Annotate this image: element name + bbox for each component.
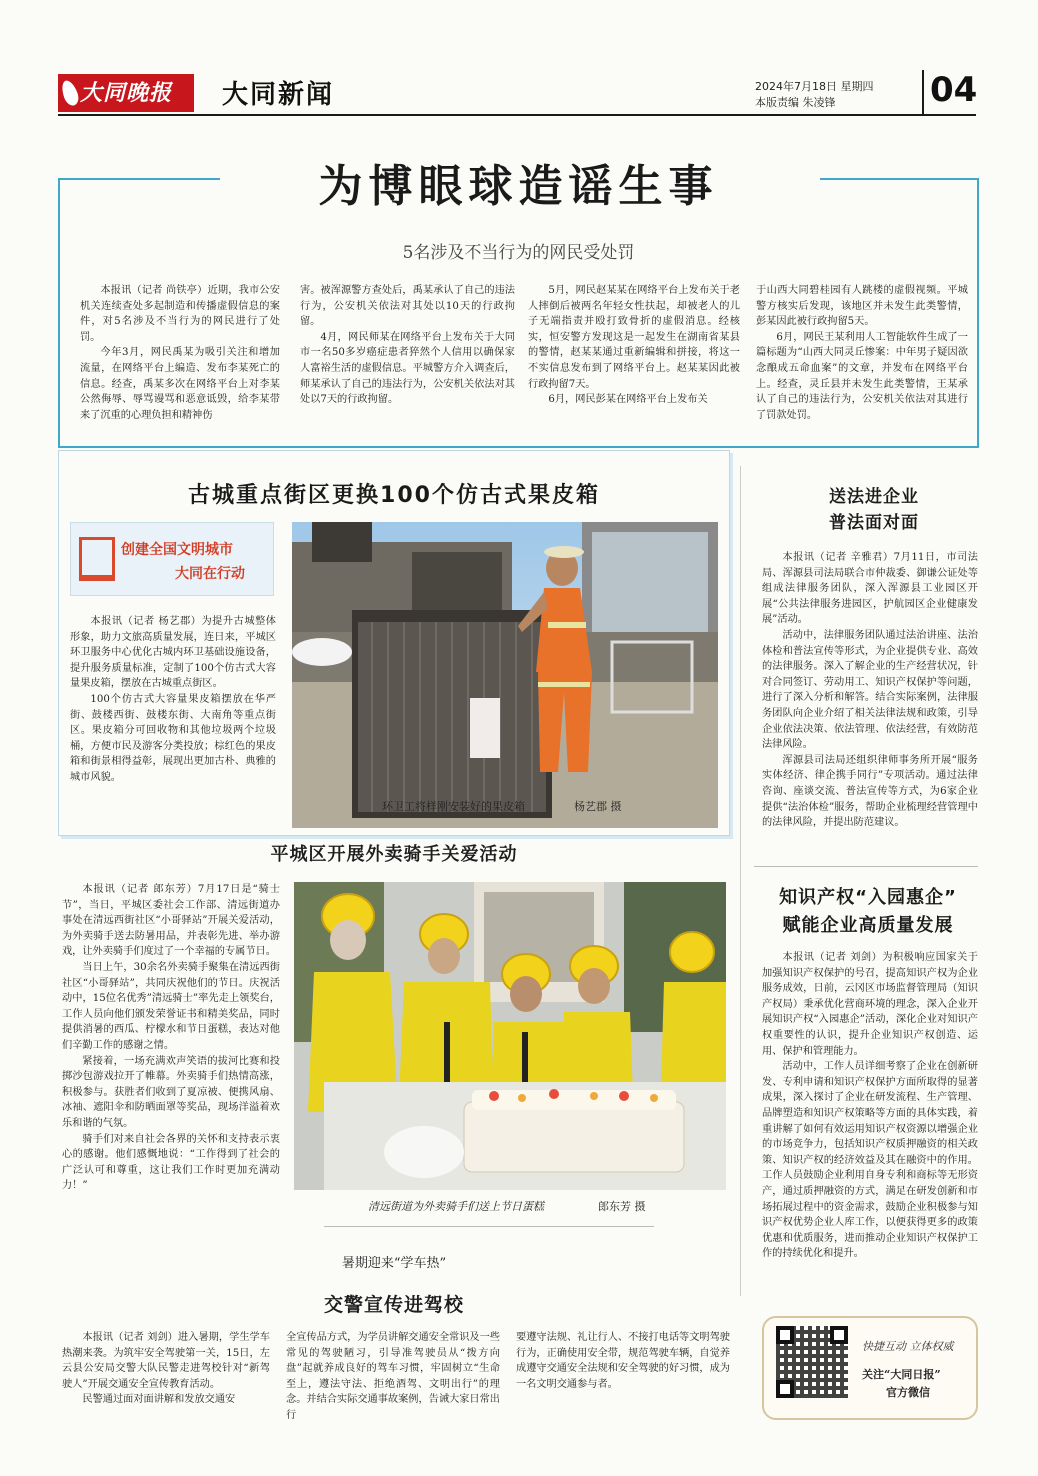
newspaper-logo <box>58 74 194 112</box>
driving-school-column-2 <box>286 1330 500 1452</box>
badge-line-2: 大同在行动 <box>175 566 245 582</box>
paragraph: 100个仿古式大容量果皮箱摆放在华严街、鼓楼西街、鼓楼东街、大南角等重点街区。果皮箱分可回收物和其他垃圾两个垃圾桶，方便市民及游客分类投放；棕红色的果皮箱和街景相得益彰，展现出更加古朴、典雅的城市风貌。 <box>70 693 276 783</box>
driving-school-kicker: 暑期迎来“学车热” <box>341 1256 447 1271</box>
paragraph: 6月，网民王某利用人工智能软件生成了一篇标题为“山西大同灵丘惨案：中年男子疑因欲念酿成五命血案”的文章，并发布在网络平台上。经查，灵丘县并未发生此类警情，王某承认了自己的违法行为，公安机关依法对其进行了罚款处罚。 <box>756 331 968 421</box>
paragraph: 6月，网民彭某在网络平台上发布关 <box>548 394 708 406</box>
rider-photo-credit: 郎东芳 摄 <box>598 1200 646 1213</box>
page-number: 04 <box>930 70 978 110</box>
paragraph: 活动中，法律服务团队通过法治讲座、法治体检和普法宣传等形式，为企业提供专业、高效的法律服务。深入了解企业的生产经营状况，针对合同签订、劳动用工、知识产权保护等问题，进行了深入分析和解答。结合实际案例，法律服务团队向企业介绍了相关法律法规和政策，引导企业依法决策、依法管理、依法经营，有效防范法律风险。 <box>762 629 978 751</box>
civilized-city-badge <box>70 522 274 596</box>
logo-text: 大同晚报 <box>80 80 173 106</box>
issue-date: 2024年7月18日 星期四 <box>755 80 874 93</box>
paragraph: 骑手们对来自社会各界的关怀和支持表示衷心的感谢。他们感慨地说：“工作得到了社会的广泛认可和尊重，这让我们工作时更加充满动力！” <box>62 1133 280 1192</box>
section-separator <box>754 866 978 867</box>
header-divider <box>922 70 924 114</box>
street-scene-illustration <box>292 522 718 828</box>
paragraph: 4月，网民师某在网络平台上发布关于大同市一名50多岁癌症患者猝然个人信用以确保家人富裕生活的虚假信息。平城警方介入调查后，师某承认了自己的违法行为，公安机关依法对其处以7天的行政拘留。 <box>300 331 515 406</box>
lead-subheadline: 5名涉及不当行为的网民受处罚 <box>402 243 635 263</box>
paragraph: 紧接着，一场充满欢声笑语的拔河比赛和投掷沙包游戏拉开了帷幕。外卖骑手们热情高涨，积极参与。获胜者们收到了夏凉被、便携风扇、冰袖、遮阳伞和防晒面罩等奖品，现场洋溢着欢乐和谐的气氛。 <box>62 1055 280 1129</box>
ip-body <box>762 950 978 1306</box>
qr-finder-icon <box>776 1380 794 1398</box>
badge-line-1: 创建全国文明城市 <box>121 542 233 558</box>
lead-column-4 <box>756 283 968 441</box>
law-headline-line-1: 送法进企业 <box>829 487 919 507</box>
ip-headline-line-1: 知识产权“入园惠企” <box>779 887 957 908</box>
riders-cake-illustration <box>294 882 726 1190</box>
lead-headline: 为博眼球造谣生事 <box>318 161 719 212</box>
promo-tagline: 快捷互动 立体权威 <box>862 1340 954 1353</box>
qr-finder-icon <box>776 1326 794 1344</box>
promo-follow: 关注“大同日报” <box>862 1368 941 1381</box>
paragraph: 害。被浑源警方查处后，禹某承认了自己的违法行为，公安机关依法对其处以10天的行政拘留。 <box>300 285 515 328</box>
law-headline <box>754 484 994 536</box>
driving-school-column-3 <box>516 1330 730 1452</box>
rider-body <box>62 882 280 1212</box>
driving-school-headline: 交警宣传进驾校 <box>323 1294 464 1316</box>
paragraph: 本报讯（记者 刘剑）为积极响应国家关于加强知识产权保护的号召，提高知识产权为企业服务成效，日前，云冈区市场监督管理局（知识产权局）秉承优化营商环境的理念，深入企业开展知识产权“入园惠企”活动，深化企业对知识产权重要性的认识，提升企业知识产权创造、运用、保护和管理能力。 <box>762 952 978 1057</box>
rider-photo-caption: 清远街道为外卖骑手们送上节日蛋糕 <box>368 1200 544 1213</box>
paragraph: 本报讯（记者 尚铁亭）近期，我市公安机关连续查处多起制造和传播虚假信息的案件，对5名涉及不当行为的网民进行了处罚。 <box>80 285 280 343</box>
paragraph: 5月，网民赵某某在网络平台上发布关于老人摔倒后被两名年轻女性扶起，却被老人的儿子无端指责并殴打致骨折的虚假消息。经核实，恒安警方发现这是一起发生在湖南省某县的警情，赵某某通过重新编辑和拼接，将这一不实信息发布到了网络平台上。赵某某因此被行政拘留7天。 <box>528 285 740 390</box>
paragraph: 浑源县司法局还组织律师事务所开展“服务实体经济、律企携手同行”专项活动。通过法律咨询、座谈交流、普法宣传等方式，为6家企业提供“法治体检”服务，帮助企业梳理经营管理中的法律风险，并提出防范建议。 <box>762 754 978 829</box>
paragraph: 于山西大同碧桂园有人跳楼的虚假视频。平城警方核实后发现，该地区并未发生此类警情，彭某因此被行政拘留5天。 <box>756 285 968 328</box>
law-headline-line-2: 普法面对面 <box>829 513 919 533</box>
column-divider <box>740 466 741 1296</box>
paragraph: 本报讯（记者 郎东芳）7月17日是“骑士节”，当日，平城区委社会工作部、清远街道办事处在清远西街社区“小哥驿站”开展关爱活动，为外卖骑手送去防暑用品，并表彰先进、举办游戏，让外卖骑手们度过了一个幸福的专属节日。 <box>62 884 280 958</box>
trash-bin-photo-caption: 环卫工将样刚安装好的果皮箱 <box>382 800 525 813</box>
section-title: 大同新闻 <box>222 80 335 110</box>
flame-logo-icon <box>59 78 81 107</box>
trash-bin-photo <box>292 522 718 828</box>
gate-tower-icon <box>79 537 115 581</box>
rider-photo <box>294 882 726 1190</box>
lead-column-3 <box>528 283 740 441</box>
law-body <box>762 550 978 856</box>
lead-story-frame-bottom <box>58 446 979 448</box>
ip-headline-line-2: 赋能企业高质量发展 <box>782 915 954 936</box>
trash-bin-photo-credit: 杨艺郡 摄 <box>574 800 622 813</box>
ip-headline <box>748 884 988 940</box>
trash-bin-headline: 古城重点街区更换100个仿古式果皮箱 <box>188 483 600 508</box>
trash-bin-body <box>70 614 276 830</box>
driving-school-column-1 <box>62 1330 270 1452</box>
paragraph: 本报讯（记者 辛雅君）7月11日，市司法局、浑源县司法局联合市仲裁委、御谦公证处等组成法律服务团队，深入浑源县工业园区开展“公共法律服务进园区，护航园区企业健康发展”活动。 <box>762 552 978 626</box>
promo-account: 官方微信 <box>886 1386 930 1399</box>
page-editor: 本版责编 朱凌锋 <box>755 96 836 109</box>
qr-finder-icon <box>830 1326 848 1344</box>
paragraph: 本报讯（记者 杨艺郡）为提升古城整体形象，助力文旅高质量发展，连日来，平城区环卫服务中心优化古城内环卫基础设施设备，提升服务质量标准，定制了100个仿古式大容量果皮箱，摆放在古城重点街区。 <box>70 616 276 690</box>
paragraph: 活动中，工作人员详细考察了企业在创新研发、专利申请和知识产权保护方面所取得的显著成果，深入探讨了企业在研发流程、生产管理、品牌塑造和知识产权策略等方面的具体实践，着重讲解了如何有效运用知识产权资源以增强企业的市场竞争力，包括知识产权质押融资的相关政策、知识产权的经济效益及其在融资中的作用。工作人员鼓励企业利用自身专利和商标等无形资产，通过质押融资的方式，满足在研发创新和市场拓展过程中的资金需求，鼓励企业积极参与知识产权优势企业人库工作，以便获得更多的政策优惠和优质服务，进而推动企业知识产权保护工作的持续优化和提升。 <box>762 1061 978 1260</box>
lead-column-1 <box>80 283 280 441</box>
paragraph: 本报讯（记者 刘剑）进入暑期，学生学车热潮来袭。为筑牢安全驾驶第一关，15日，左云县公安局交警大队民警走进驾校针对“新驾驶人”开展交通安全宣传教育活动。 <box>62 1332 270 1390</box>
section-separator <box>324 1226 654 1227</box>
paragraph: 今年3月，网民禹某为吸引关注和增加流量，在网络平台上编造、发布李某死亡的信息。经查，禹某多次在网络平台上对李某公然侮辱、辱骂谩骂和恶意诋毁，给李某带来了沉重的心理负担和精神伤 <box>80 347 280 421</box>
paragraph: 民警通过面对面讲解和发放交通安 <box>82 1394 236 1406</box>
header-rule <box>58 114 976 116</box>
paragraph: 全宣传品方式，为学员讲解交通安全常识及一些常见的驾驶陋习，引导准驾驶员从“拨方向盘”起就养成良好的驾车习惯，牢固树立“生命至上，遵法守法、拒绝酒驾、文明出行”的理念。并结合实际交通事故案例，告诫大家日常出行 <box>286 1332 500 1421</box>
paragraph: 当日上午，30余名外卖骑手聚集在清远西街社区“小哥驿站”，共同庆祝他们的节日。庆祝活动中，15位名优秀”清远骑士”率先走上领奖台，工作人员向他们颁发荣誉证书和精美奖品，同时提供消暑的西瓜、柠檬水和节日蛋糕，表达对他们辛勤工作的感谢之情。 <box>62 961 280 1051</box>
lead-column-2 <box>300 283 515 441</box>
rider-headline: 平城区开展外卖骑手关爱活动 <box>270 844 518 865</box>
paragraph: 要遵守法规、礼让行人、不接打电话等文明驾驶行为，正确使用安全带，规范驾驶车辆，自觉养成遵守交通安全法规和安全驾驶的好习惯，成为一名文明交通参与者。 <box>516 1332 730 1390</box>
